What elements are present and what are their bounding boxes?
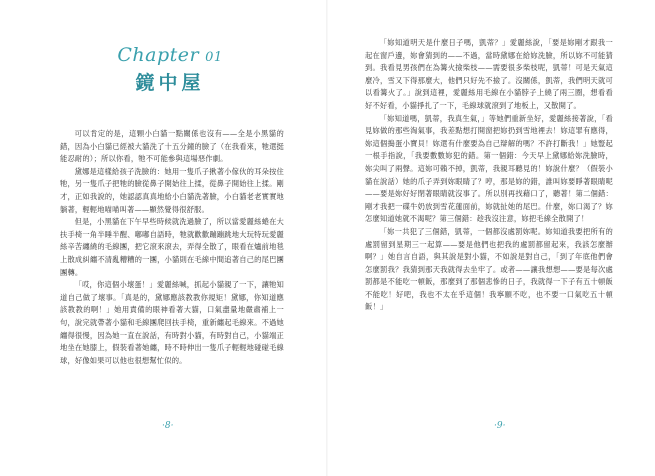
paragraph: 「妳知道明天是什麼日子嗎，凱蒂？」愛麗絲說，「要是妳剛才跟我一起在窗戶邊，妳會猜到的——不過，當時黛娜在給妳洗臉，所以妳不可能猜到。我看見男孩們在為篝火撿柴枝——需要很多柴枝呢，凱蒂！可是天氣這麼冷，雪又下得那麼大，他們只好先不撿了。沒關係，凱蒂，我們明天就可以看篝火了。」說到這裡，愛麗絲用毛線在小貓脖子上繞了兩三圈，想看看好不好看，小貓掙扎了一下，毛線球就滾到了地板上，又散開了。 [365,38,613,110]
paragraph: 「哎，你這個小壞蛋！」愛麗絲喊，抓起小貓親了一下，讓牠知道自己做了壞事。「真是的，黛娜應該教教你規矩！黛娜，你知道應該教教的啊！」她用責備的眼神看著大貓，口氣盡量地嚴肅補上一句，說完就帶著小貓和毛線團爬回扶手椅，重新纏起毛線來。不過她纏得很慢，因為她一直在說話，有時對小貓，有時對自己，小貓端正地坐在她膝上，假裝看著她纏，時不時伸出一隻爪子輕輕地碰碰毛線球，好像如果可以他也很想幫忙似的。 [60,280,284,365]
paragraph: 「妳知道嗎，凱蒂，我真生氣，」等她們重新坐好，愛麗絲接著說，「看見妳做的那些淘氣事，我差點想打開窗把妳扔到雪地裡去！妳這罪有應得，妳這個搗蛋小寶貝！妳還有什麼要為自己辯解的嗎？不許打斷我！」她豎起一根手指說，「我要數數妳犯的錯。第一個錯：今天早上黛娜給妳洗臉時，妳尖叫了兩聲。這妳可賴不掉，凱蒂，我親耳聽見的！妳說什麼？（假裝小貓在說話）她的爪子弄到妳眼睛了？哼，那是妳的錯，誰叫妳要睜著眼睛呢——要是妳好好閉著眼睛就沒事了。所以別再找藉口了，聽著！第二個錯：剛才我把一碟牛奶放到雪花蓮面前，妳就扯她的尾巴。什麼，妳口渴了？妳怎麼知道她就不渴呢？第三個錯：趁我沒注意，妳把毛線全散開了！ [365,113,613,224]
right-body-text [365,37,613,314]
chapter-title: 鏡中屋 [135,72,205,94]
right-page [328,0,655,476]
left-page [0,0,327,476]
paragraph: 可以肯定的是，這顆小白貓一點關係也沒有——全是小黑貓的錯，因為小白貓已經被大貓洗了十五分鐘的臉了（在我看來，牠還挺能忍耐的）；所以你看，牠不可能參與這場惡作劇。 [60,129,284,164]
chapter-number: 01 [205,50,223,65]
page-number-right: ·9· [494,421,506,431]
chapter-label: Chapter [117,44,200,66]
paragraph: 「妳一共犯了三個錯，凱蒂，一個都沒處罰妳呢。妳知道我要把所有的處罰留到星期三一起算——要是他們也把我的處罰都留起來，我該怎麼辦啊？」她自言自語，與其說是對小貓，不如說是對自己，「到了年底他們會怎麼罰我？我猜到那天我就得去坐牢了。或者——讓我想想——要是每次處罰都是不能吃一頓飯，那麼到了那個悲慘的日子，我就得一下子有五十頓飯不能吃！好吧，我也不太在乎這個！我寧願不吃，也不要一口氣吃五十頓飯！」 [365,226,613,312]
paragraph: 黛娜是這樣給孩子洗臉的：她用一隻爪子揪著小傢伙的耳朵按住牠，另一隻爪子把牠的臉從鼻子開始往上揉，從鼻子開始往上揉。剛才，正如我說的，她認認真真地給小白貓洗著臉，小白貓老老實實地躺著，輕輕地喵喵叫著——顯然覺得很舒服。 [60,166,284,214]
paragraph: 但是，小黑貓在下午早些時候就洗過臉了，所以當愛麗絲蜷在大扶手椅一角半睡半醒、嘟嘟自語時，牠就歡歡蹦蹦跳地大玩特玩愛麗絲辛苦纏繞的毛線團，把它滾來滾去，弄得全散了，眼看在爐前地毯上散成糾纏不清亂糟糟的一團，小貓則在毛線中間追著自己的尾巴團團轉。 [60,217,284,277]
page-number-left: ·8· [162,421,174,431]
chapter-heading [105,44,235,66]
left-body-text [60,128,284,367]
